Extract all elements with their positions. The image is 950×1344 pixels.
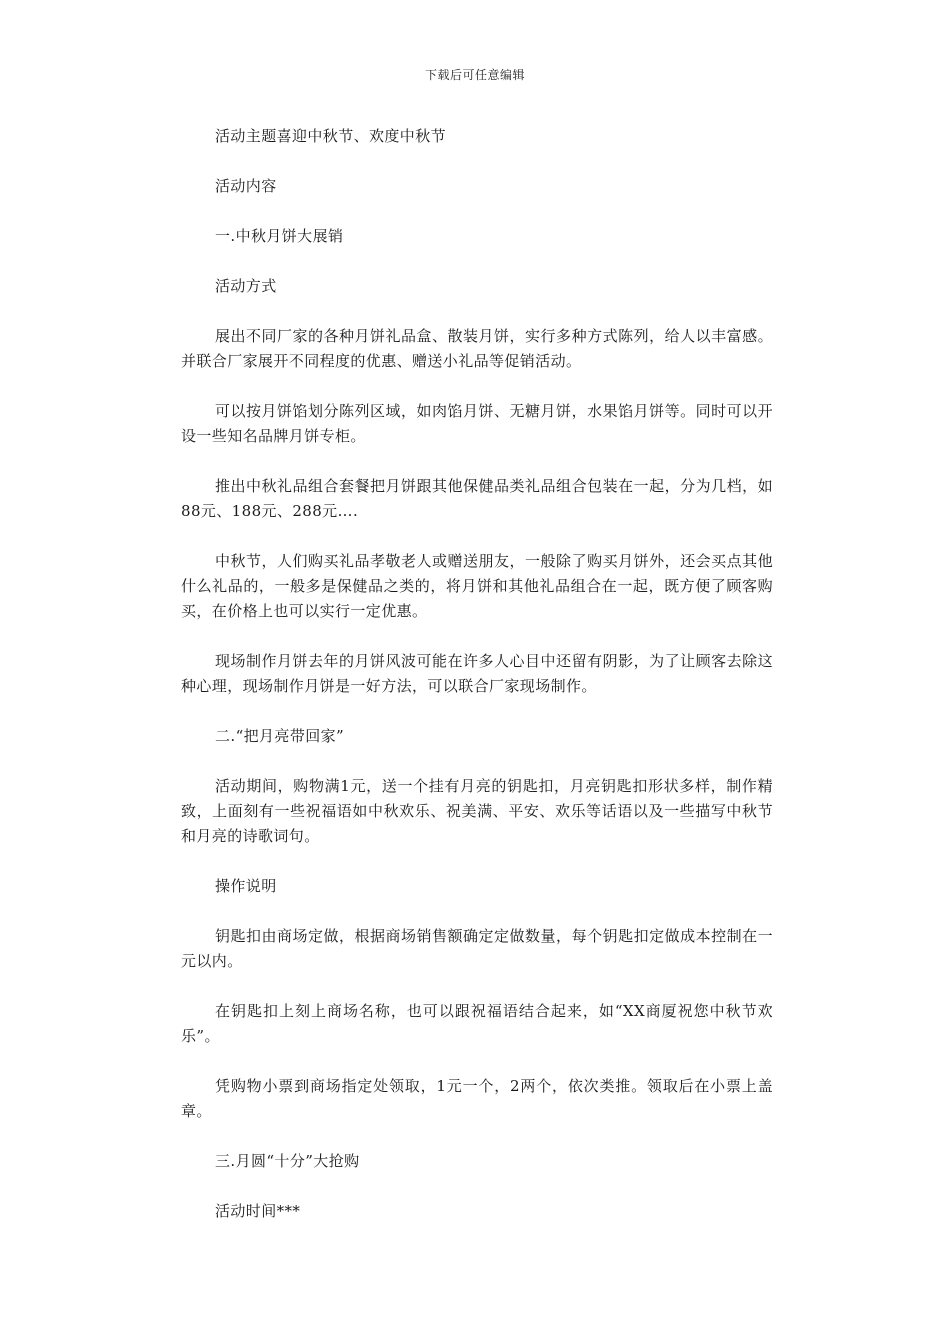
paragraph-onsite: 现场制作月饼去年的月饼风波可能在许多人心目中还留有阴影，为了让顾客去除这种心理，现场制作月饼是一好方法，可以联合厂家现场制作。 — [181, 652, 773, 695]
paragraph-content-heading: 活动内容 — [215, 177, 277, 195]
paragraph-engraving: 在钥匙扣上刻上商场名称，也可以跟祝福语结合起来，如“XX商厦祝您中秋节欢乐”。 — [181, 1002, 773, 1045]
paragraph-keychain: 活动期间，购物满1元，送一个挂有月亮的钥匙扣，月亮钥匙扣形状多样，制作精致，上面刻有一些祝福语如中秋欢乐、祝美满、平安、欢乐等话语以及一些描写中秋节和月亮的诗歌词句。 — [181, 777, 773, 845]
page-header: 下载后可任意编辑 — [424, 68, 525, 82]
paragraph-combo: 推出中秋礼品组合套餐把月饼跟其他保健品类礼品组合包装在一起，分为几档，如88元、188元、288元…. — [181, 477, 773, 520]
paragraph-operation-heading: 操作说明 — [215, 877, 277, 895]
document-body — [181, 124, 773, 1249]
paragraph-receipt: 凭购物小票到商场指定处领取，1元一个，2两个，依次类推。领取后在小票上盖章。 — [181, 1077, 773, 1120]
paragraph-activity-time: 活动时间*** — [215, 1202, 301, 1220]
section-heading-2: 二.“把月亮带回家” — [215, 727, 345, 745]
paragraph-zones: 可以按月饼馅划分陈列区域，如肉馅月饼、无糖月饼，水果馅月饼等。同时可以开设一些知名品牌月饼专柜。 — [181, 402, 773, 445]
paragraph-display: 展出不同厂家的各种月饼礼品盒、散装月饼，实行多种方式陈列，给人以丰富感。并联合厂家展开不同程度的优惠、赠送小礼品等促销活动。 — [181, 327, 773, 370]
paragraph-custom-made: 钥匙扣由商场定做，根据商场销售额确定定做数量，每个钥匙扣定做成本控制在一元以内。 — [181, 927, 773, 970]
paragraph-theme: 活动主题喜迎中秋节、欢度中秋节 — [215, 127, 447, 145]
section-heading-3: 三.月圆“十分”大抢购 — [215, 1152, 360, 1170]
paragraph-method-heading: 活动方式 — [215, 277, 277, 295]
paragraph-gifts: 中秋节，人们购买礼品孝敬老人或赠送朋友，一般除了购买月饼外，还会买点其他什么礼品的，一般多是保健品之类的，将月饼和其他礼品组合在一起，既方便了顾客购买，在价格上也可以实行一定优惠。 — [181, 552, 773, 620]
section-heading-1: 一.中秋月饼大展销 — [215, 227, 344, 245]
